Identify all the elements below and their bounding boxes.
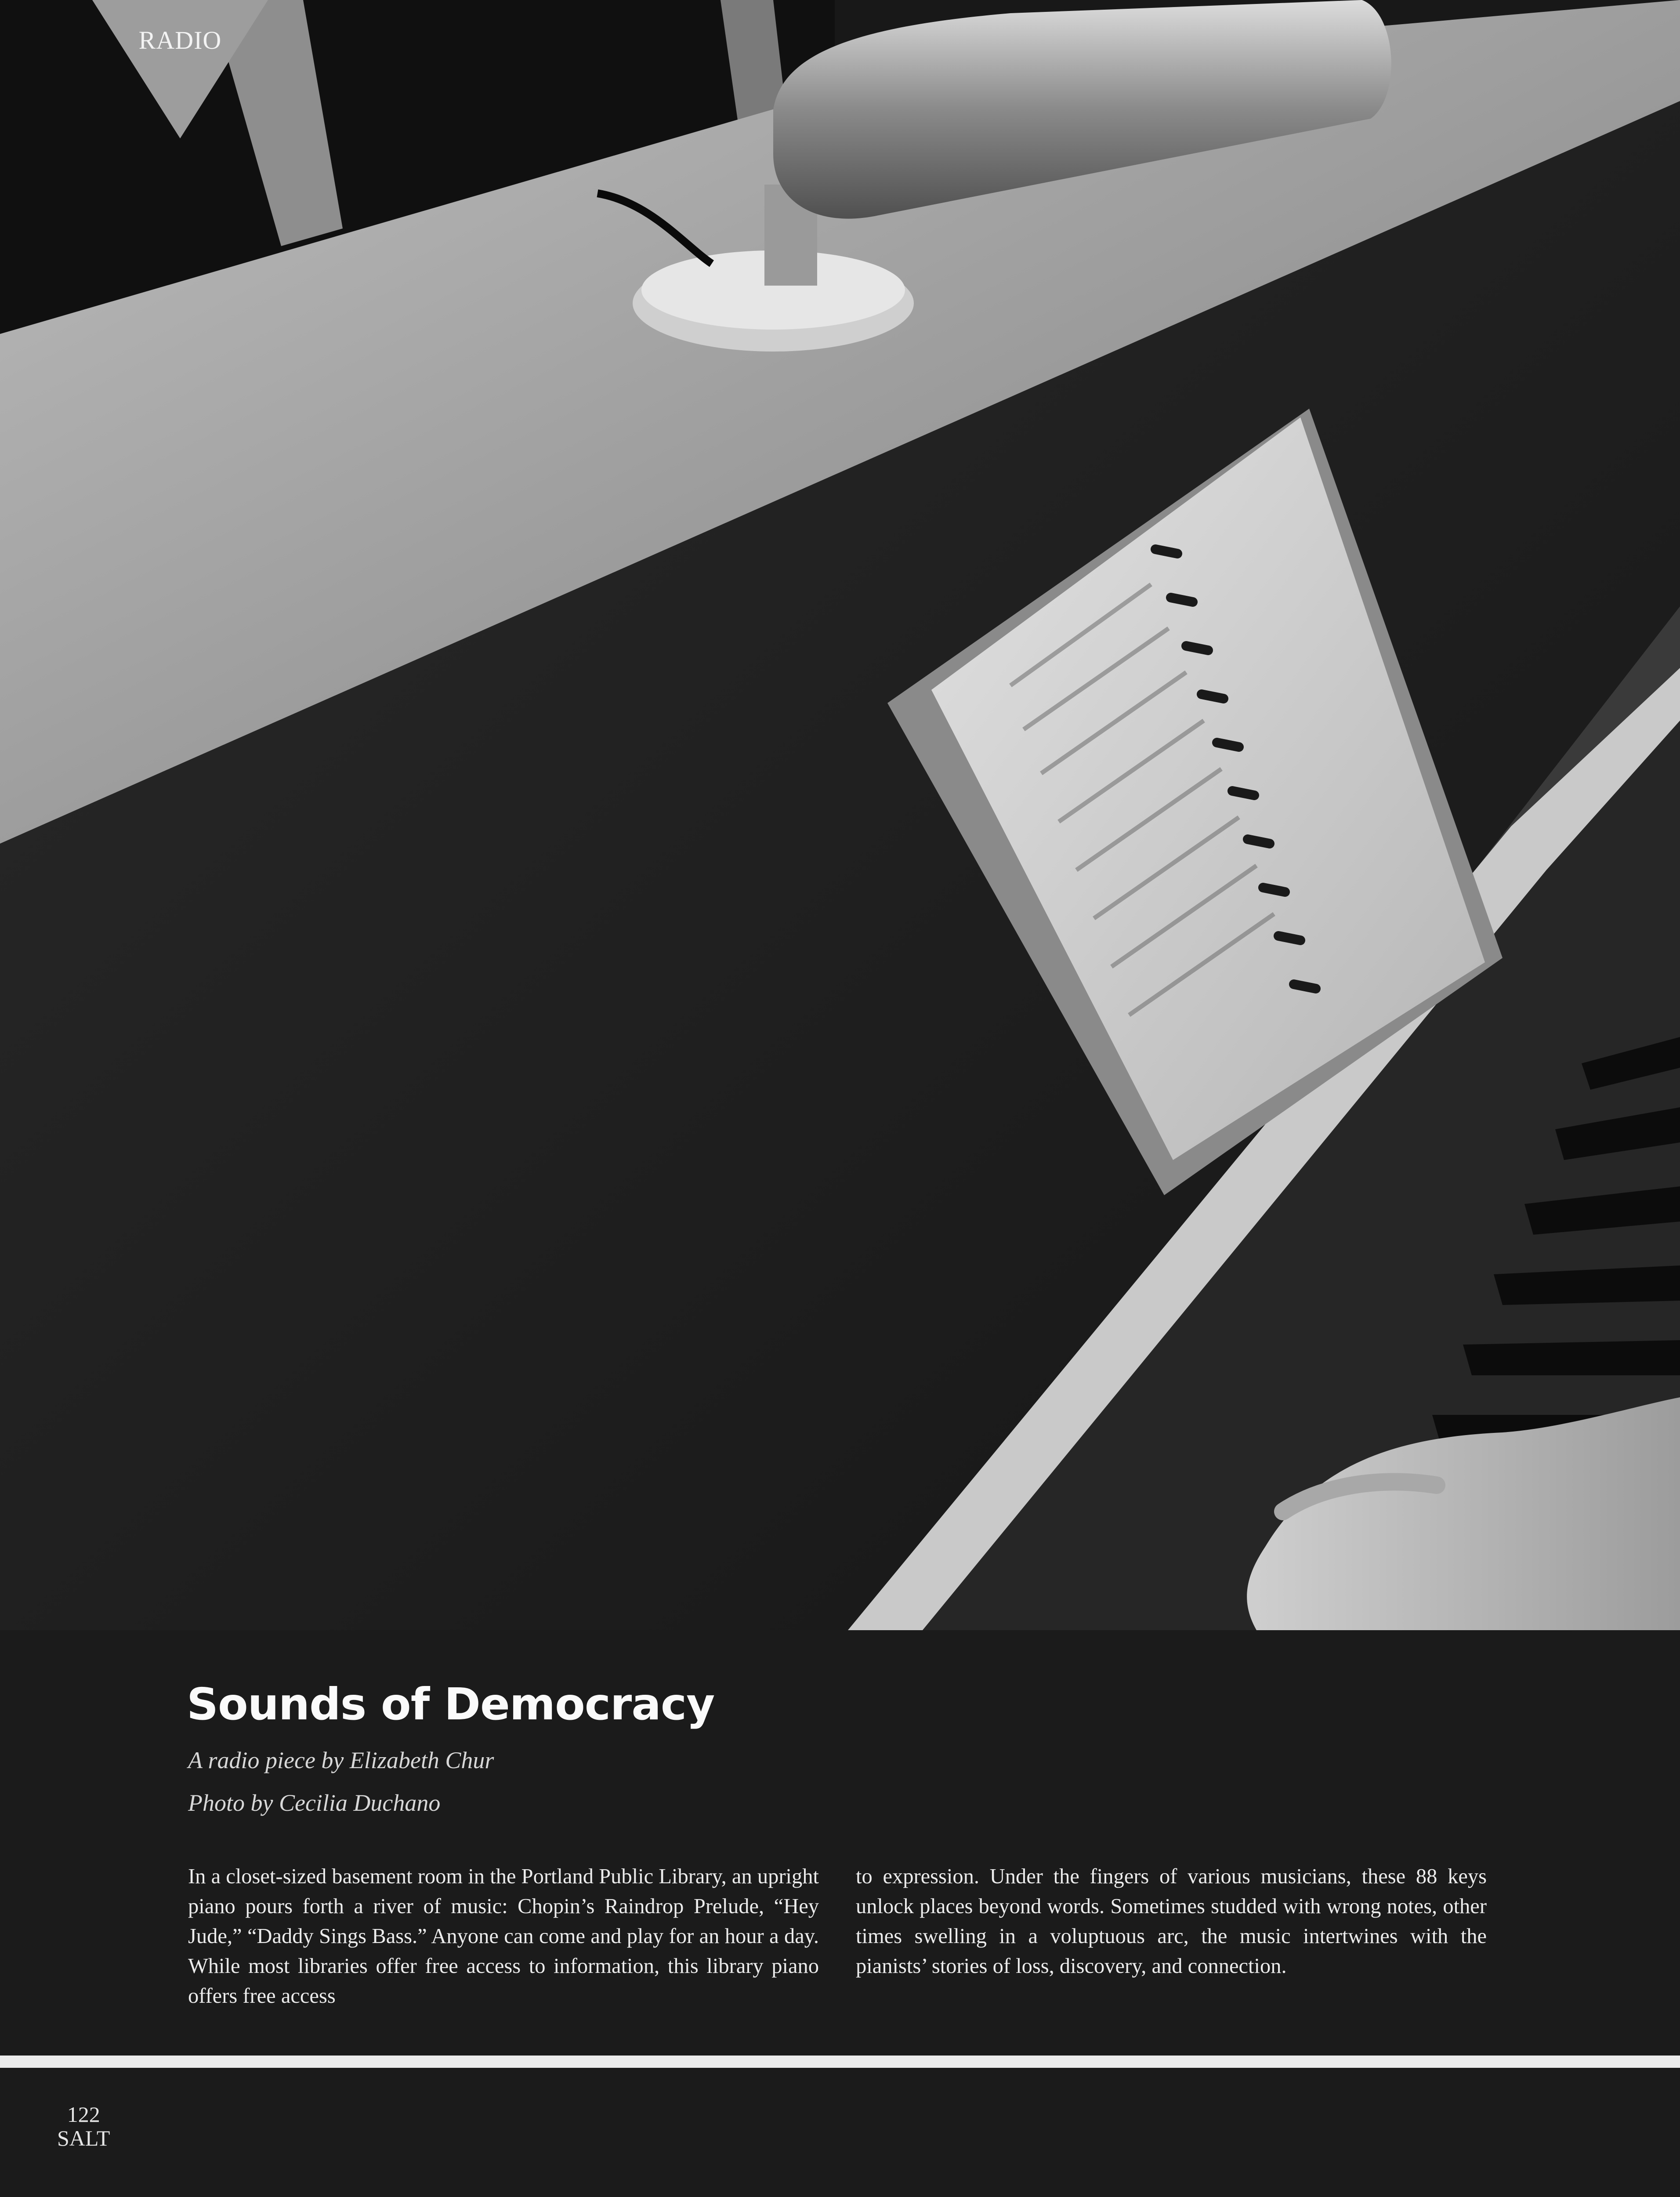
photo-credit: Photo by Cecilia Duchano xyxy=(188,1790,441,1816)
page-number: 122 xyxy=(67,2102,100,2127)
folio xyxy=(57,2103,110,2150)
publication-name: SALT xyxy=(57,2126,110,2150)
body-column-right: to expression. Under the fingers of various musicians, these 88 keys unlock places beyond words. Sometimes studded with wrong notes, other times swelling in a voluptuous arc, the music intertwines with the pianists’ stories of loss, discovery, and connection. xyxy=(856,1865,1487,1978)
section-label: RADIO xyxy=(138,26,222,54)
section-tab xyxy=(92,0,268,138)
article-title: Sounds of Democracy xyxy=(187,1679,715,1730)
divider-rule xyxy=(0,2056,1680,2068)
article-byline: A radio piece by Elizabeth Chur xyxy=(188,1747,494,1773)
body-column-left: In a closet-sized basement room in the Portland Public Library, an upright piano pours forth a river of music: Chopin’s Raindrop Prelude, “Hey Jude,” “Daddy Sings Bass.” Anyone can come and play for an hour a day. While most libraries offer free access to information, this library piano offers free access xyxy=(188,1865,819,2008)
